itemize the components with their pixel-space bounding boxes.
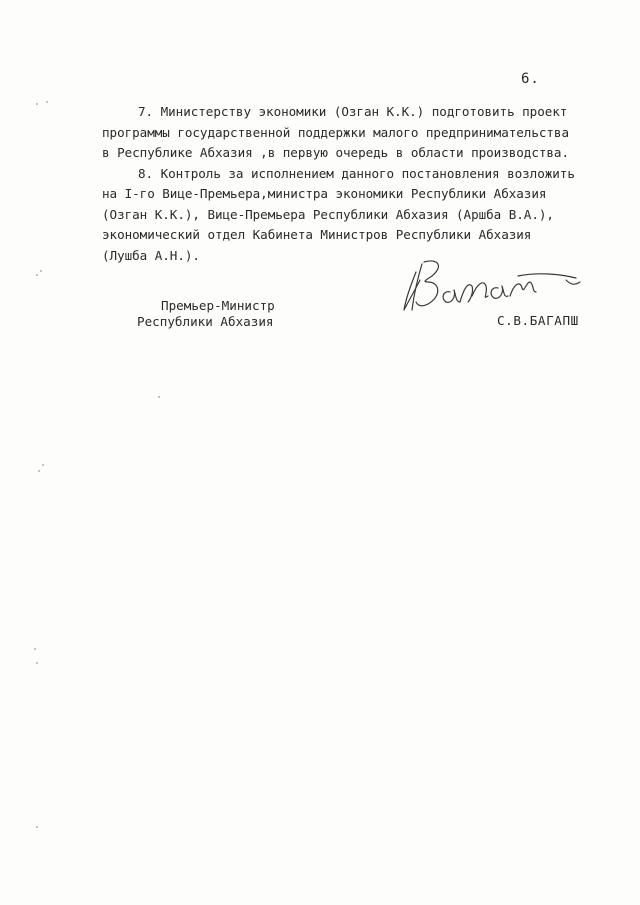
margin-mark bbox=[36, 662, 38, 664]
margin-mark bbox=[42, 464, 44, 466]
margin-mark bbox=[34, 648, 36, 650]
margin-mark bbox=[38, 470, 40, 472]
paragraph-7-line-3: в Республике Абхазия ,в первую очередь в области производства. bbox=[102, 145, 569, 160]
signatory-title-line-1: Премьер-Министр bbox=[161, 298, 275, 313]
margin-mark bbox=[36, 274, 38, 276]
paragraph-8-line-1: 8. Контроль за исполнением данного постановления возложить bbox=[138, 165, 575, 181]
paragraph-8-line-4: экономический отдел Кабинета Министров Республики Абхазия bbox=[102, 227, 532, 242]
paragraph-8-line-5: (Лушба А.Н.). bbox=[102, 247, 200, 263]
margin-mark bbox=[36, 826, 38, 828]
paragraph-7-line-2: программы государственной поддержки малого предпринимательства bbox=[102, 124, 569, 140]
page-number: 6. bbox=[521, 71, 540, 87]
signatory-title-line-2: Республики Абхазия bbox=[137, 314, 274, 329]
handwritten-signature bbox=[398, 252, 598, 322]
document-body bbox=[102, 102, 602, 266]
paragraph-8-line-2: на I-го Вице-Премьера,министра экономики Республики Абхазия bbox=[102, 186, 547, 201]
signatory-title bbox=[137, 298, 275, 330]
margin-mark bbox=[36, 103, 38, 105]
margin-mark bbox=[158, 396, 160, 398]
paragraph-7-line-1: 7. Министерству экономики (Озган К.К.) подготовить проект bbox=[138, 104, 568, 119]
paragraph-8-line-3: (Озган К.К.), Вице-Премьера Республики Абхазия (Аршба В.А.), bbox=[102, 206, 554, 222]
signatory-name: С.В.БАГАПШ bbox=[497, 313, 579, 328]
margin-mark bbox=[46, 101, 48, 103]
margin-mark bbox=[40, 270, 42, 272]
